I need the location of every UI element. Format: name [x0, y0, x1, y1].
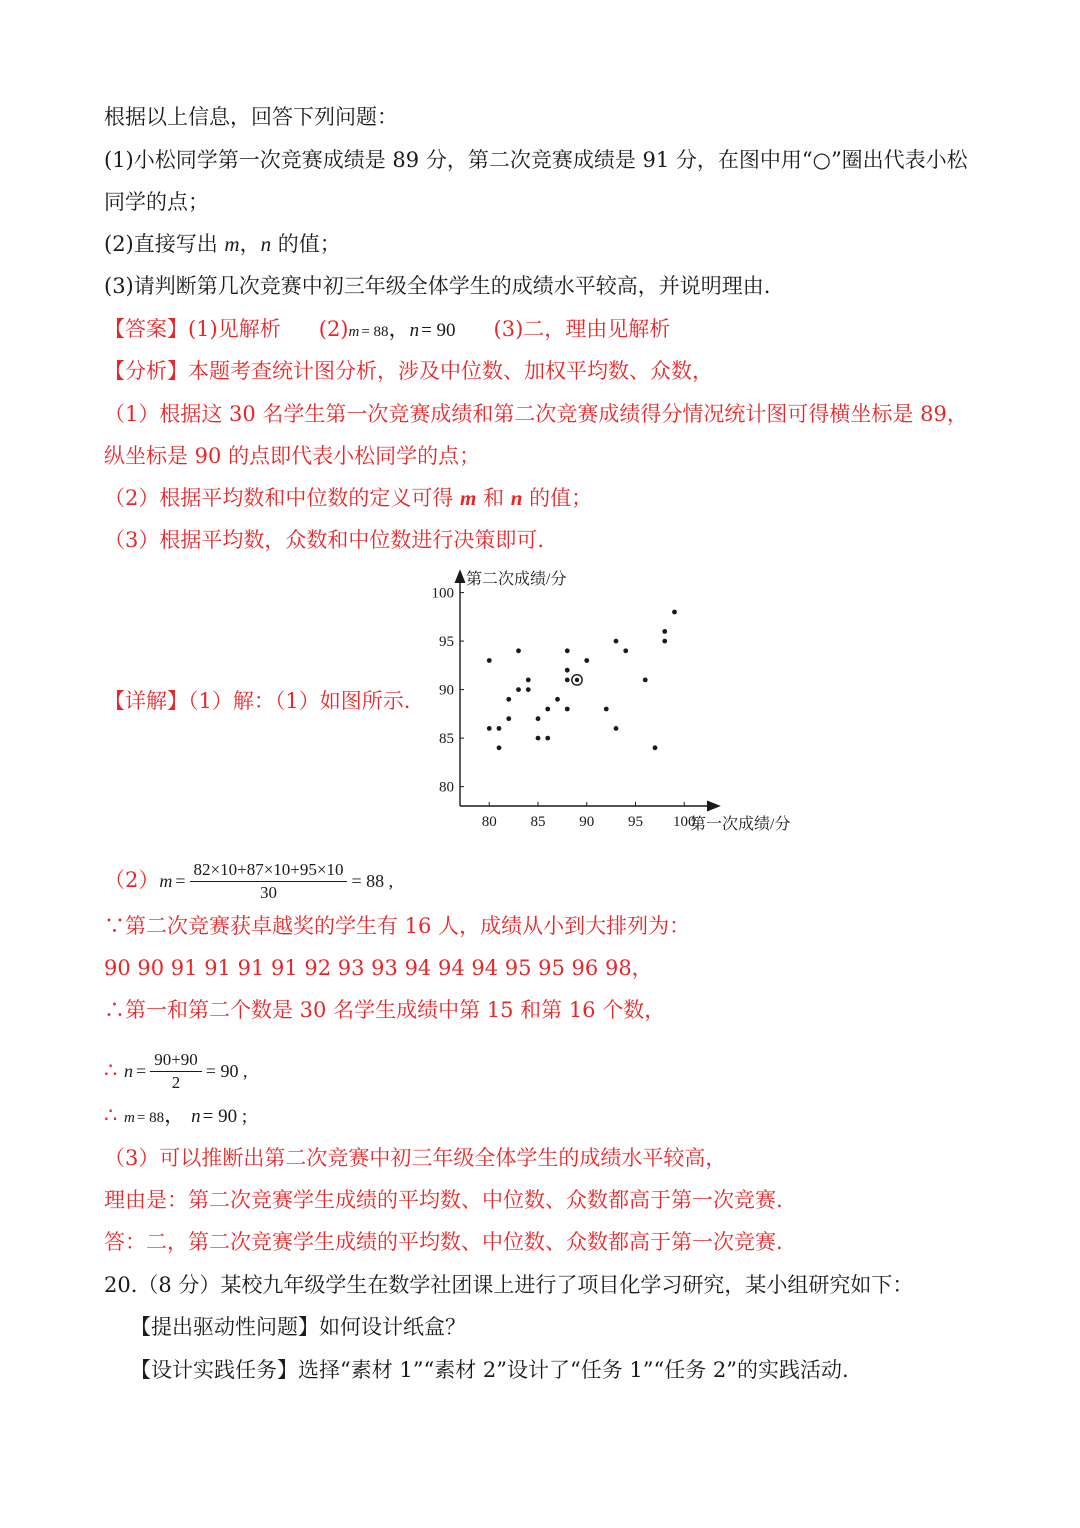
- answer-m-var: m: [348, 324, 360, 340]
- m-fraction: [190, 859, 348, 904]
- solution-final: [104, 1102, 247, 1131]
- answer-line: [104, 316, 670, 345]
- question-2: [104, 231, 341, 257]
- solution-n-line: [104, 1049, 247, 1094]
- data-point: [584, 658, 589, 663]
- data-point: [623, 648, 628, 653]
- data-point: [565, 707, 570, 712]
- data-point: [526, 678, 531, 683]
- final-m-var: m: [124, 1110, 135, 1126]
- analysis-p2-n: n: [510, 486, 523, 510]
- solution-p3-line-3: 答：二，第二次竞赛学生成绩的平均数、中位数、众数都高于第一次竞赛.: [104, 1230, 783, 1254]
- data-point: [565, 648, 570, 653]
- final-n-value: = 90 ;: [202, 1106, 248, 1127]
- x-tick-label: 100: [673, 814, 696, 830]
- analysis-p2-m: m: [460, 486, 477, 510]
- answer-n-value: = 90: [421, 320, 456, 341]
- data-point: [662, 639, 667, 644]
- x-tick-label: 95: [628, 814, 643, 830]
- data-point: [506, 697, 511, 702]
- analysis-label: 【分析】: [104, 359, 188, 383]
- data-point: [662, 629, 667, 634]
- questions-intro: 根据以上信息，回答下列问题：: [104, 105, 398, 129]
- detail-text: （1）解：（1）如图所示.: [188, 689, 411, 713]
- y-axis-label: 第二次成绩/分: [466, 571, 567, 588]
- solution-m-equals: =: [175, 871, 186, 891]
- analysis-p1-line-2: 纵坐标是 90 的点即代表小松同学的点；: [104, 444, 481, 468]
- data-point: [516, 648, 521, 653]
- analysis-p2: [104, 485, 592, 511]
- data-point: [497, 726, 502, 731]
- solution-sorted-scores: 90 90 91 91 91 91 92 93 93 94 94 94 95 95 96 98，: [104, 956, 653, 980]
- analysis-p2-prefix: （2）根据平均数和中位数的定义可得: [104, 486, 461, 510]
- y-tick-label: 95: [439, 634, 454, 651]
- answer-label: 【答案】: [104, 317, 188, 341]
- q2-suffix: 的值；: [271, 232, 341, 256]
- m-denominator: 30: [260, 883, 277, 902]
- q20-drive-question: 【提出驱动性问题】如何设计纸盒？: [130, 1315, 466, 1339]
- q2-prefix: (2)直接写出: [104, 232, 225, 256]
- q2-comma: ，: [239, 232, 261, 256]
- solution-p3-line-1: （3）可以推断出第二次竞赛中初三年级全体学生的成绩水平较高，: [104, 1146, 727, 1170]
- highlight-point: [575, 678, 579, 682]
- m-numerator: 82×10+87×10+95×10: [190, 859, 348, 882]
- question-1-line-2: 同学的点；: [104, 190, 209, 214]
- n-result: = 90 ,: [205, 1061, 248, 1081]
- solution-m-line: [104, 859, 393, 904]
- q20-task: 【设计实践任务】选择“素材 1”“素材 2”设计了“任务 1”“任务 2”的实践活动.: [130, 1358, 849, 1382]
- question-3: (3)请判断第几次竞赛中初三年级全体学生的成绩水平较高，并说明理由.: [104, 274, 771, 298]
- analysis-p3: （3）根据平均数，众数和中位数进行决策即可.: [104, 528, 545, 552]
- answer-m-value: = 88: [361, 324, 389, 340]
- x-tick-label: 90: [579, 814, 595, 830]
- final-m-value: = 88: [136, 1110, 165, 1126]
- m-result: = 88 ,: [351, 871, 394, 891]
- x-axis-label: 第一次成绩/分: [690, 816, 791, 833]
- data-point: [506, 716, 511, 721]
- n-prefix: ∴: [104, 1058, 125, 1082]
- n-denominator: 2: [171, 1073, 181, 1092]
- answer-part-2-prefix: (2): [318, 317, 349, 341]
- final-sep: ，: [164, 1103, 186, 1127]
- q2-n-var: n: [260, 232, 272, 256]
- n-var: n: [124, 1061, 134, 1081]
- answer-part-1: (1)见解析: [188, 317, 281, 341]
- question-1-line-1: (1)小松同学第一次竞赛成绩是 89 分，第二次竞赛成绩是 91 分，在图中用“○”圈出代表小松: [104, 148, 968, 172]
- data-point: [672, 610, 677, 615]
- n-fraction: [150, 1049, 202, 1094]
- y-tick-label: 100: [431, 585, 454, 602]
- data-point: [614, 726, 619, 731]
- data-point: [545, 707, 550, 712]
- answer-part-3: (3)二，理由见解析: [493, 317, 671, 341]
- answer-sep: ，: [388, 317, 410, 341]
- analysis-p2-suffix: 的值；: [522, 486, 593, 510]
- data-point: [516, 687, 521, 692]
- final-prefix: ∴: [104, 1103, 125, 1127]
- solution-because: ∵第二次竞赛获卓越奖的学生有 16 人，成绩从小到大排列为：: [104, 914, 691, 938]
- q2-m-var: m: [224, 232, 240, 256]
- data-point: [536, 716, 541, 721]
- n-numerator: 90+90: [150, 1049, 202, 1072]
- solution-p3-line-2: 理由是：第二次竞赛学生成绩的平均数、中位数、众数都高于第一次竞赛.: [104, 1188, 783, 1212]
- analysis-text: 本题考查统计图分析，涉及中位数、加权平均数、众数，: [188, 359, 713, 383]
- analysis-p2-mid: 和: [476, 486, 511, 510]
- data-point: [487, 726, 492, 731]
- solution-therefore-1: ∴第一和第二个数是 30 名学生成绩中第 15 和第 16 个数，: [104, 998, 666, 1022]
- y-tick-label: 90: [439, 682, 454, 699]
- solution-m-var: m: [159, 871, 173, 891]
- data-point: [526, 687, 531, 692]
- data-point: [614, 639, 619, 644]
- data-point: [555, 697, 560, 702]
- data-point: [545, 736, 550, 741]
- data-point: [565, 678, 570, 683]
- detail-label: 【详解】: [104, 689, 188, 713]
- analysis-p1-line-1: （1）根据这 30 名学生第一次竞赛成绩和第二次竞赛成绩得分情况统计图可得横坐标是 89，: [104, 402, 968, 426]
- data-point: [604, 707, 609, 712]
- solution-p2-label: （2）: [104, 868, 160, 892]
- y-tick-label: 85: [439, 731, 454, 748]
- x-tick-label: 85: [530, 814, 546, 830]
- scatter-chart: [420, 566, 820, 840]
- data-point: [653, 745, 658, 750]
- answer-n-var: n: [409, 320, 420, 341]
- data-point: [497, 745, 502, 750]
- y-tick-label: 80: [439, 779, 454, 796]
- detail-line: [104, 688, 410, 714]
- q20-header: 20.（8 分）某校九年级学生在数学社团课上进行了项目化学习研究，某小组研究如下：: [104, 1273, 914, 1297]
- data-point: [487, 658, 492, 663]
- data-point: [643, 678, 648, 683]
- x-tick-label: 80: [481, 814, 497, 830]
- n-equals: =: [136, 1061, 147, 1081]
- analysis-line: [104, 358, 713, 384]
- data-point: [565, 668, 570, 673]
- final-n-var: n: [191, 1106, 201, 1127]
- data-point: [536, 736, 541, 741]
